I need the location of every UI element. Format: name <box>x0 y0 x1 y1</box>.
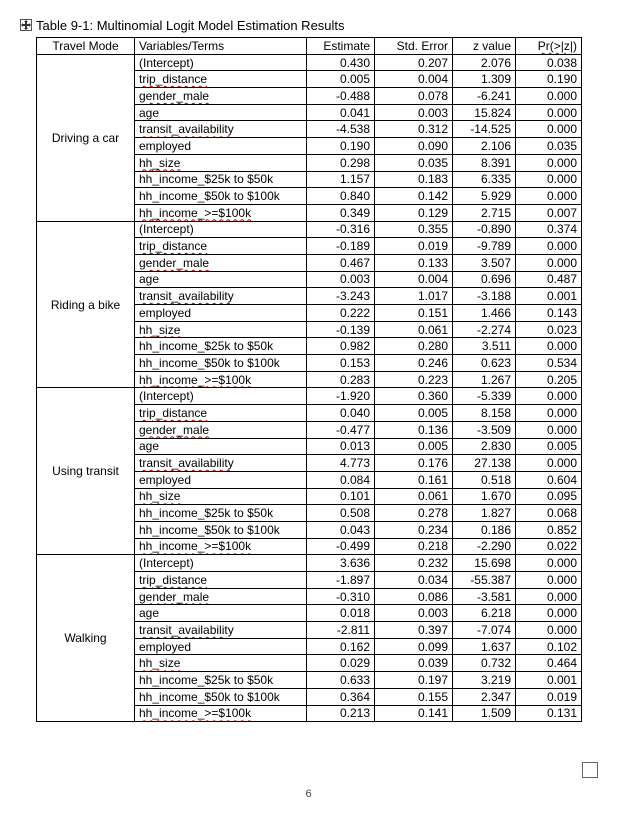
estimate-cell: 4.773 <box>307 455 375 472</box>
estimate-cell: 0.840 <box>307 188 375 205</box>
estimate-cell: 0.018 <box>307 605 375 622</box>
variable-name: employed <box>139 639 192 654</box>
z-value-cell: 15.824 <box>453 104 516 121</box>
std-error-cell: 0.355 <box>375 221 453 238</box>
variable-cell <box>135 338 307 355</box>
variable-name: (Intercept) <box>139 389 194 404</box>
std-error-cell: 0.176 <box>375 455 453 472</box>
variable-cell <box>135 471 307 488</box>
p-value-cell: 0.068 <box>516 505 582 522</box>
results-table <box>36 37 582 722</box>
estimate-cell: 0.633 <box>307 672 375 689</box>
z-value-cell: 8.391 <box>453 154 516 171</box>
estimate-cell: -3.243 <box>307 288 375 305</box>
variable-cell <box>135 138 307 155</box>
estimate-cell: 0.040 <box>307 405 375 422</box>
std-error-cell: 0.078 <box>375 88 453 105</box>
z-value-cell: 3.511 <box>453 338 516 355</box>
p-value-cell: 0.038 <box>516 54 582 71</box>
z-value-cell: -0.890 <box>453 221 516 238</box>
variable-cell <box>135 171 307 188</box>
estimate-cell: 0.467 <box>307 254 375 271</box>
estimate-cell: 0.043 <box>307 521 375 538</box>
p-value-cell: 0.000 <box>516 88 582 105</box>
z-value-cell: -14.525 <box>453 121 516 138</box>
p-value-cell: 0.205 <box>516 371 582 388</box>
z-value-cell: -7.074 <box>453 622 516 639</box>
p-value-cell: 0.035 <box>516 138 582 155</box>
z-value-cell: 1.466 <box>453 305 516 322</box>
std-error-cell: 0.232 <box>375 555 453 572</box>
header-travel-mode: Travel Mode <box>37 38 135 55</box>
std-error-cell: 0.223 <box>375 371 453 388</box>
z-value-cell: -5.339 <box>453 388 516 405</box>
variable-name: hh_size <box>139 155 181 170</box>
travel-mode-cell: Walking <box>37 555 135 722</box>
variable-cell <box>135 638 307 655</box>
z-value-cell: -55.387 <box>453 572 516 589</box>
variable-cell <box>135 371 307 388</box>
estimate-cell: -4.538 <box>307 121 375 138</box>
z-value-cell: 6.218 <box>453 605 516 622</box>
std-error-cell: 0.019 <box>375 238 453 255</box>
variable-name: hh_income_$50k to $100k <box>139 689 280 704</box>
std-error-cell: 0.155 <box>375 688 453 705</box>
p-value-cell: 0.143 <box>516 305 582 322</box>
std-error-cell: 0.035 <box>375 154 453 171</box>
variable-cell <box>135 54 307 71</box>
z-value-cell: 0.696 <box>453 271 516 288</box>
estimate-cell: 0.349 <box>307 204 375 221</box>
variable-name: gender_male <box>139 589 210 604</box>
std-error-cell: 0.133 <box>375 254 453 271</box>
variable-cell <box>135 388 307 405</box>
page-number: 6 <box>305 788 312 800</box>
std-error-cell: 0.278 <box>375 505 453 522</box>
variable-name: transit_availability <box>139 456 234 471</box>
z-value-cell: 3.507 <box>453 254 516 271</box>
variable-cell <box>135 438 307 455</box>
variable-cell <box>135 271 307 288</box>
variable-cell <box>135 521 307 538</box>
std-error-cell: 0.005 <box>375 438 453 455</box>
estimate-cell: -0.316 <box>307 221 375 238</box>
std-error-cell: 0.061 <box>375 488 453 505</box>
variable-cell <box>135 355 307 372</box>
estimate-cell: 0.013 <box>307 438 375 455</box>
std-error-cell: 0.312 <box>375 121 453 138</box>
variable-name: (Intercept) <box>139 55 194 70</box>
variable-cell <box>135 488 307 505</box>
p-value-cell: 0.000 <box>516 104 582 121</box>
variable-cell <box>135 288 307 305</box>
variable-cell <box>135 505 307 522</box>
variable-name: transit_availability <box>139 289 234 304</box>
header-row <box>37 38 582 55</box>
estimate-cell: 0.213 <box>307 705 375 722</box>
z-value-cell: 2.347 <box>453 688 516 705</box>
std-error-cell: 0.218 <box>375 538 453 555</box>
z-value-cell: 3.219 <box>453 672 516 689</box>
table-move-handle-icon[interactable] <box>20 19 32 31</box>
variable-cell <box>135 154 307 171</box>
variable-name: trip_distance <box>139 405 208 420</box>
std-error-cell: 0.034 <box>375 572 453 589</box>
p-value-cell: 0.000 <box>516 572 582 589</box>
estimate-cell: 3.636 <box>307 555 375 572</box>
variable-name: hh_size <box>139 322 181 337</box>
estimate-cell: -0.310 <box>307 588 375 605</box>
estimate-cell: 0.084 <box>307 471 375 488</box>
z-value-cell: 15.698 <box>453 555 516 572</box>
estimate-cell: -0.488 <box>307 88 375 105</box>
estimate-cell: 0.364 <box>307 688 375 705</box>
std-error-cell: 0.099 <box>375 638 453 655</box>
estimate-cell: 0.982 <box>307 338 375 355</box>
p-value-cell: 0.000 <box>516 421 582 438</box>
variable-name: hh_income_>=$100k <box>139 706 252 721</box>
std-error-cell: 0.086 <box>375 588 453 605</box>
std-error-cell: 0.151 <box>375 305 453 322</box>
variable-cell <box>135 688 307 705</box>
p-value-cell: 0.534 <box>516 355 582 372</box>
std-error-cell: 0.183 <box>375 171 453 188</box>
estimate-cell: -0.499 <box>307 538 375 555</box>
estimate-cell: 0.508 <box>307 505 375 522</box>
variable-cell <box>135 204 307 221</box>
variable-cell <box>135 555 307 572</box>
variable-name: trip_distance <box>139 72 208 87</box>
variable-cell <box>135 605 307 622</box>
p-value-cell: 0.000 <box>516 121 582 138</box>
variable-name: (Intercept) <box>139 222 194 237</box>
variable-name: hh_income_>=$100k <box>139 539 252 554</box>
z-value-cell: -6.241 <box>453 88 516 105</box>
estimate-cell: 0.003 <box>307 271 375 288</box>
estimate-cell: 0.283 <box>307 371 375 388</box>
variable-name: hh_income_$50k to $100k <box>139 189 280 204</box>
z-value-cell: -2.274 <box>453 321 516 338</box>
variable-name: transit_availability <box>139 622 234 637</box>
estimate-cell: -0.139 <box>307 321 375 338</box>
variable-cell <box>135 104 307 121</box>
variable-name: hh_income_>=$100k <box>139 372 252 387</box>
variable-name: hh_income_$25k to $50k <box>139 672 274 687</box>
variable-cell <box>135 321 307 338</box>
std-error-cell: 0.039 <box>375 655 453 672</box>
z-value-cell: -3.188 <box>453 288 516 305</box>
z-value-cell: -3.581 <box>453 588 516 605</box>
estimate-cell: 0.005 <box>307 71 375 88</box>
variable-name: age <box>139 606 160 621</box>
variable-cell <box>135 672 307 689</box>
variable-cell <box>135 655 307 672</box>
p-value-cell: 0.007 <box>516 204 582 221</box>
variable-cell <box>135 588 307 605</box>
variable-name: hh_income_>=$100k <box>139 205 252 220</box>
p-value-cell: 0.000 <box>516 622 582 639</box>
p-value-cell: 0.022 <box>516 538 582 555</box>
table-body <box>37 54 582 722</box>
p-value-cell: 0.000 <box>516 388 582 405</box>
estimate-cell: 0.041 <box>307 104 375 121</box>
variable-cell <box>135 622 307 639</box>
z-value-cell: 8.158 <box>453 405 516 422</box>
z-value-cell: 6.335 <box>453 171 516 188</box>
std-error-cell: 0.397 <box>375 622 453 639</box>
variable-name: trip_distance <box>139 239 208 254</box>
p-value-cell: 0.102 <box>516 638 582 655</box>
std-error-cell: 0.246 <box>375 355 453 372</box>
p-value-cell: 0.000 <box>516 254 582 271</box>
header-estimate: Estimate <box>307 38 375 55</box>
travel-mode-cell: Driving a car <box>37 54 135 221</box>
estimate-cell: 0.430 <box>307 54 375 71</box>
table-row <box>37 555 582 572</box>
z-value-cell: 1.670 <box>453 488 516 505</box>
p-value-cell: 0.000 <box>516 555 582 572</box>
std-error-cell: 0.004 <box>375 71 453 88</box>
p-value-cell: 0.000 <box>516 338 582 355</box>
z-value-cell: 1.827 <box>453 505 516 522</box>
std-error-cell: 0.129 <box>375 204 453 221</box>
table-row <box>37 54 582 71</box>
variable-name: age <box>139 105 160 120</box>
z-value-cell: 2.106 <box>453 138 516 155</box>
variable-name: hh_income_$25k to $50k <box>139 172 274 187</box>
std-error-cell: 0.061 <box>375 321 453 338</box>
estimate-cell: 0.190 <box>307 138 375 155</box>
variable-name: hh_income_$25k to $50k <box>139 506 274 521</box>
variable-cell <box>135 572 307 589</box>
variable-name: gender_male <box>139 88 210 103</box>
std-error-cell: 0.234 <box>375 521 453 538</box>
z-value-cell: 2.715 <box>453 204 516 221</box>
std-error-cell: 0.003 <box>375 605 453 622</box>
variable-cell <box>135 405 307 422</box>
variable-name: hh_size <box>139 656 181 671</box>
table-row <box>37 221 582 238</box>
variable-cell <box>135 188 307 205</box>
header-variables: Variables/Terms <box>135 38 307 55</box>
variable-name: employed <box>139 138 192 153</box>
z-value-cell: 0.732 <box>453 655 516 672</box>
p-value-cell: 0.190 <box>516 71 582 88</box>
z-value-cell: 1.267 <box>453 371 516 388</box>
variable-name: employed <box>139 472 192 487</box>
z-value-cell: 2.830 <box>453 438 516 455</box>
p-value-cell: 0.852 <box>516 521 582 538</box>
estimate-cell: 0.153 <box>307 355 375 372</box>
variable-name: transit_availability <box>139 122 234 137</box>
variable-name: hh_income_$50k to $100k <box>139 522 280 537</box>
header-std-error: Std. Error <box>375 38 453 55</box>
estimate-cell: 0.101 <box>307 488 375 505</box>
std-error-cell: 0.207 <box>375 54 453 71</box>
z-value-cell: 5.929 <box>453 188 516 205</box>
p-value-cell: 0.005 <box>516 438 582 455</box>
table-resize-icon[interactable] <box>582 762 598 778</box>
p-value-cell: 0.019 <box>516 688 582 705</box>
variable-name: trip_distance <box>139 572 208 587</box>
variable-cell <box>135 254 307 271</box>
table-row <box>37 388 582 405</box>
variable-cell <box>135 88 307 105</box>
variable-name: gender_male <box>139 255 210 270</box>
p-value-cell: 0.604 <box>516 471 582 488</box>
variable-cell <box>135 121 307 138</box>
estimate-cell: 0.162 <box>307 638 375 655</box>
p-value-cell: 0.095 <box>516 488 582 505</box>
z-value-cell: -2.290 <box>453 538 516 555</box>
p-value-cell: 0.000 <box>516 405 582 422</box>
variable-name: employed <box>139 305 192 320</box>
std-error-cell: 0.197 <box>375 672 453 689</box>
travel-mode-cell: Riding a bike <box>37 221 135 388</box>
variable-cell <box>135 305 307 322</box>
variable-name: hh_size <box>139 489 181 504</box>
p-value-cell: 0.487 <box>516 271 582 288</box>
p-value-cell: 0.000 <box>516 455 582 472</box>
variable-cell <box>135 455 307 472</box>
z-value-cell: 1.309 <box>453 71 516 88</box>
table-caption: Table 9-1: Multinomial Logit Model Estimation Results <box>36 18 345 33</box>
variable-name: hh_income_$50k to $100k <box>139 355 280 370</box>
estimate-cell: -0.477 <box>307 421 375 438</box>
variable-name: hh_income_$25k to $50k <box>139 339 274 354</box>
z-value-cell: -9.789 <box>453 238 516 255</box>
std-error-cell: 0.360 <box>375 388 453 405</box>
std-error-cell: 0.136 <box>375 421 453 438</box>
std-error-cell: 0.090 <box>375 138 453 155</box>
z-value-cell: 0.623 <box>453 355 516 372</box>
variable-cell <box>135 421 307 438</box>
std-error-cell: 0.005 <box>375 405 453 422</box>
estimate-cell: -1.897 <box>307 572 375 589</box>
std-error-cell: 0.280 <box>375 338 453 355</box>
z-value-cell: 1.509 <box>453 705 516 722</box>
estimate-cell: 0.298 <box>307 154 375 171</box>
p-value-cell: 0.000 <box>516 188 582 205</box>
p-value-cell: 0.001 <box>516 288 582 305</box>
p-value-cell: 0.000 <box>516 238 582 255</box>
z-value-cell: 1.637 <box>453 638 516 655</box>
estimate-cell: 0.029 <box>307 655 375 672</box>
variable-name: age <box>139 272 160 287</box>
z-value-cell: 0.186 <box>453 521 516 538</box>
variable-cell <box>135 238 307 255</box>
p-value-cell: 0.023 <box>516 321 582 338</box>
std-error-cell: 0.004 <box>375 271 453 288</box>
header-z-value: z value <box>453 38 516 55</box>
std-error-cell: 0.141 <box>375 705 453 722</box>
header-p-value <box>516 38 582 55</box>
std-error-cell: 0.003 <box>375 104 453 121</box>
variable-name: gender_male <box>139 422 210 437</box>
z-value-cell: -3.509 <box>453 421 516 438</box>
estimate-cell: -2.811 <box>307 622 375 639</box>
p-value-cell: 0.000 <box>516 588 582 605</box>
std-error-cell: 0.161 <box>375 471 453 488</box>
p-value-cell: 0.374 <box>516 221 582 238</box>
estimate-cell: 0.222 <box>307 305 375 322</box>
estimate-cell: -0.189 <box>307 238 375 255</box>
estimate-cell: 1.157 <box>307 171 375 188</box>
variable-cell <box>135 221 307 238</box>
std-error-cell: 1.017 <box>375 288 453 305</box>
variable-cell <box>135 71 307 88</box>
p-value-cell: 0.000 <box>516 605 582 622</box>
p-value-cell: 0.000 <box>516 171 582 188</box>
variable-cell <box>135 705 307 722</box>
z-value-cell: 27.138 <box>453 455 516 472</box>
p-value-cell: 0.001 <box>516 672 582 689</box>
std-error-cell: 0.142 <box>375 188 453 205</box>
p-value-cell: 0.000 <box>516 154 582 171</box>
move-arrows-icon <box>21 20 31 30</box>
variable-name: (Intercept) <box>139 556 194 571</box>
estimate-cell: -1.920 <box>307 388 375 405</box>
header-p-value-text: Pr(>|z|) <box>537 38 577 53</box>
travel-mode-cell: Using transit <box>37 388 135 555</box>
variable-cell <box>135 538 307 555</box>
z-value-cell: 0.518 <box>453 471 516 488</box>
p-value-cell: 0.131 <box>516 705 582 722</box>
z-value-cell: 2.076 <box>453 54 516 71</box>
variable-name: age <box>139 439 160 454</box>
p-value-cell: 0.464 <box>516 655 582 672</box>
